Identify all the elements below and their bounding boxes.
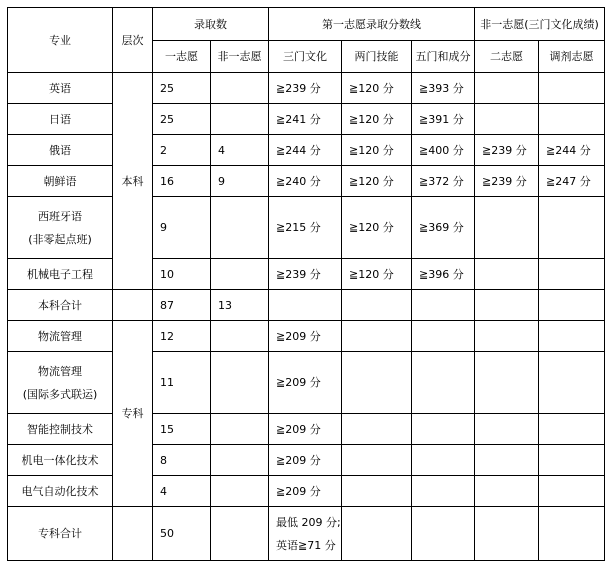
first-choice-cell: 8 — [153, 445, 211, 476]
non-first-choice-total: 13 — [211, 290, 269, 321]
three-culture-cell: ≧209 分 — [269, 445, 342, 476]
table-row — [8, 197, 605, 259]
five-total-cell: ≧369 分 — [412, 197, 475, 259]
three-culture-cell: ≧209 分 — [269, 321, 342, 352]
first-choice-cell: 25 — [153, 73, 211, 104]
major-note: (国际多式联运) — [22, 387, 98, 401]
english-score-line: 英语≧71 分 — [276, 538, 336, 552]
first-choice-cell: 11 — [153, 352, 211, 414]
header-five-total: 五门和成分 — [412, 41, 475, 73]
three-culture-cell: ≧239 分 — [269, 73, 342, 104]
two-skills-cell: ≧120 分 — [342, 73, 412, 104]
table-row — [8, 135, 605, 166]
table-row — [8, 476, 605, 507]
major-cell: 机电一体化技术 — [8, 445, 113, 476]
header-level: 层次 — [113, 8, 153, 73]
three-culture-cell: ≧215 分 — [269, 197, 342, 259]
undergrad-total-row — [8, 290, 605, 321]
non-first-choice-cell: 4 — [211, 135, 269, 166]
two-skills-cell: ≧120 分 — [342, 166, 412, 197]
header-major: 专业 — [8, 8, 113, 73]
three-culture-cell: ≧239 分 — [269, 259, 342, 290]
first-choice-cell: 16 — [153, 166, 211, 197]
five-total-cell: ≧396 分 — [412, 259, 475, 290]
second-choice-cell — [475, 259, 539, 290]
table-row — [8, 352, 605, 414]
table-row — [8, 414, 605, 445]
min-score-line: 最低 209 分; — [276, 515, 341, 529]
three-culture-cell: ≧209 分 — [269, 476, 342, 507]
two-skills-cell: ≧120 分 — [342, 135, 412, 166]
first-choice-cell: 10 — [153, 259, 211, 290]
three-culture-cell: ≧240 分 — [269, 166, 342, 197]
table-row — [8, 321, 605, 352]
major-cell: 机械电子工程 — [8, 259, 113, 290]
adjusted-choice-cell: ≧247 分 — [539, 166, 605, 197]
five-total-cell: ≧400 分 — [412, 135, 475, 166]
header-two-skills: 两门技能 — [342, 41, 412, 73]
admission-score-table — [7, 7, 605, 561]
first-choice-cell: 9 — [153, 197, 211, 259]
header-non-first-cutoff: 非一志愿(三门文化成绩) — [475, 8, 605, 41]
three-culture-cell: ≧244 分 — [269, 135, 342, 166]
header-three-culture: 三门文化 — [269, 41, 342, 73]
table-row — [8, 73, 605, 104]
five-total-cell: ≧391 分 — [412, 104, 475, 135]
two-skills-cell: ≧120 分 — [342, 259, 412, 290]
table-row — [8, 104, 605, 135]
header-row-1 — [8, 8, 605, 41]
adjusted-choice-cell — [539, 104, 605, 135]
first-choice-cell: 2 — [153, 135, 211, 166]
second-choice-cell: ≧239 分 — [475, 135, 539, 166]
first-choice-total: 87 — [153, 290, 211, 321]
three-culture-cell: ≧209 分 — [269, 414, 342, 445]
major-cell: 英语 — [8, 73, 113, 104]
major-name: 物流管理 — [38, 364, 82, 378]
major-name: 西班牙语 — [38, 209, 82, 223]
three-culture-cell: ≧241 分 — [269, 104, 342, 135]
second-choice-cell — [475, 73, 539, 104]
first-choice-cell: 4 — [153, 476, 211, 507]
second-choice-cell — [475, 104, 539, 135]
table-row — [8, 166, 605, 197]
header-admitted: 录取数 — [153, 8, 269, 41]
header-second-choice: 二志愿 — [475, 41, 539, 73]
major-cell: 电气自动化技术 — [8, 476, 113, 507]
non-first-choice-cell — [211, 104, 269, 135]
first-choice-cell: 12 — [153, 321, 211, 352]
junior-total-row — [8, 507, 605, 561]
adjusted-choice-cell — [539, 259, 605, 290]
level-undergrad-cell: 本科 — [113, 73, 153, 290]
junior-total-label: 专科合计 — [8, 507, 113, 561]
table-row — [8, 445, 605, 476]
non-first-choice-cell — [211, 197, 269, 259]
header-first-cutoff: 第一志愿录取分数线 — [269, 8, 475, 41]
first-choice-total: 50 — [153, 507, 211, 561]
second-choice-cell — [475, 197, 539, 259]
adjusted-choice-cell — [539, 197, 605, 259]
major-cell: 俄语 — [8, 135, 113, 166]
two-skills-cell: ≧120 分 — [342, 104, 412, 135]
second-choice-cell: ≧239 分 — [475, 166, 539, 197]
level-cell-empty — [113, 290, 153, 321]
adjusted-choice-cell — [539, 73, 605, 104]
undergrad-total-label: 本科合计 — [8, 290, 113, 321]
level-junior-cell: 专科 — [113, 321, 153, 507]
header-adjusted-choice: 调剂志愿 — [539, 41, 605, 73]
three-culture-cell: ≧209 分 — [269, 352, 342, 414]
first-choice-cell: 25 — [153, 104, 211, 135]
five-total-cell: ≧372 分 — [412, 166, 475, 197]
header-non-first-choice: 非一志愿 — [211, 41, 269, 73]
header-first-choice: 一志愿 — [153, 41, 211, 73]
major-cell — [8, 197, 113, 259]
five-total-cell: ≧393 分 — [412, 73, 475, 104]
table-row — [8, 259, 605, 290]
level-cell-empty — [113, 507, 153, 561]
major-cell — [8, 352, 113, 414]
major-cell: 物流管理 — [8, 321, 113, 352]
major-cell: 日语 — [8, 104, 113, 135]
three-culture-total — [269, 507, 342, 561]
non-first-choice-cell — [211, 259, 269, 290]
two-skills-cell: ≧120 分 — [342, 197, 412, 259]
major-cell: 智能控制技术 — [8, 414, 113, 445]
major-cell: 朝鲜语 — [8, 166, 113, 197]
major-note: (非零起点班) — [28, 232, 92, 246]
non-first-choice-cell: 9 — [211, 166, 269, 197]
non-first-choice-cell — [211, 73, 269, 104]
adjusted-choice-cell: ≧244 分 — [539, 135, 605, 166]
first-choice-cell: 15 — [153, 414, 211, 445]
